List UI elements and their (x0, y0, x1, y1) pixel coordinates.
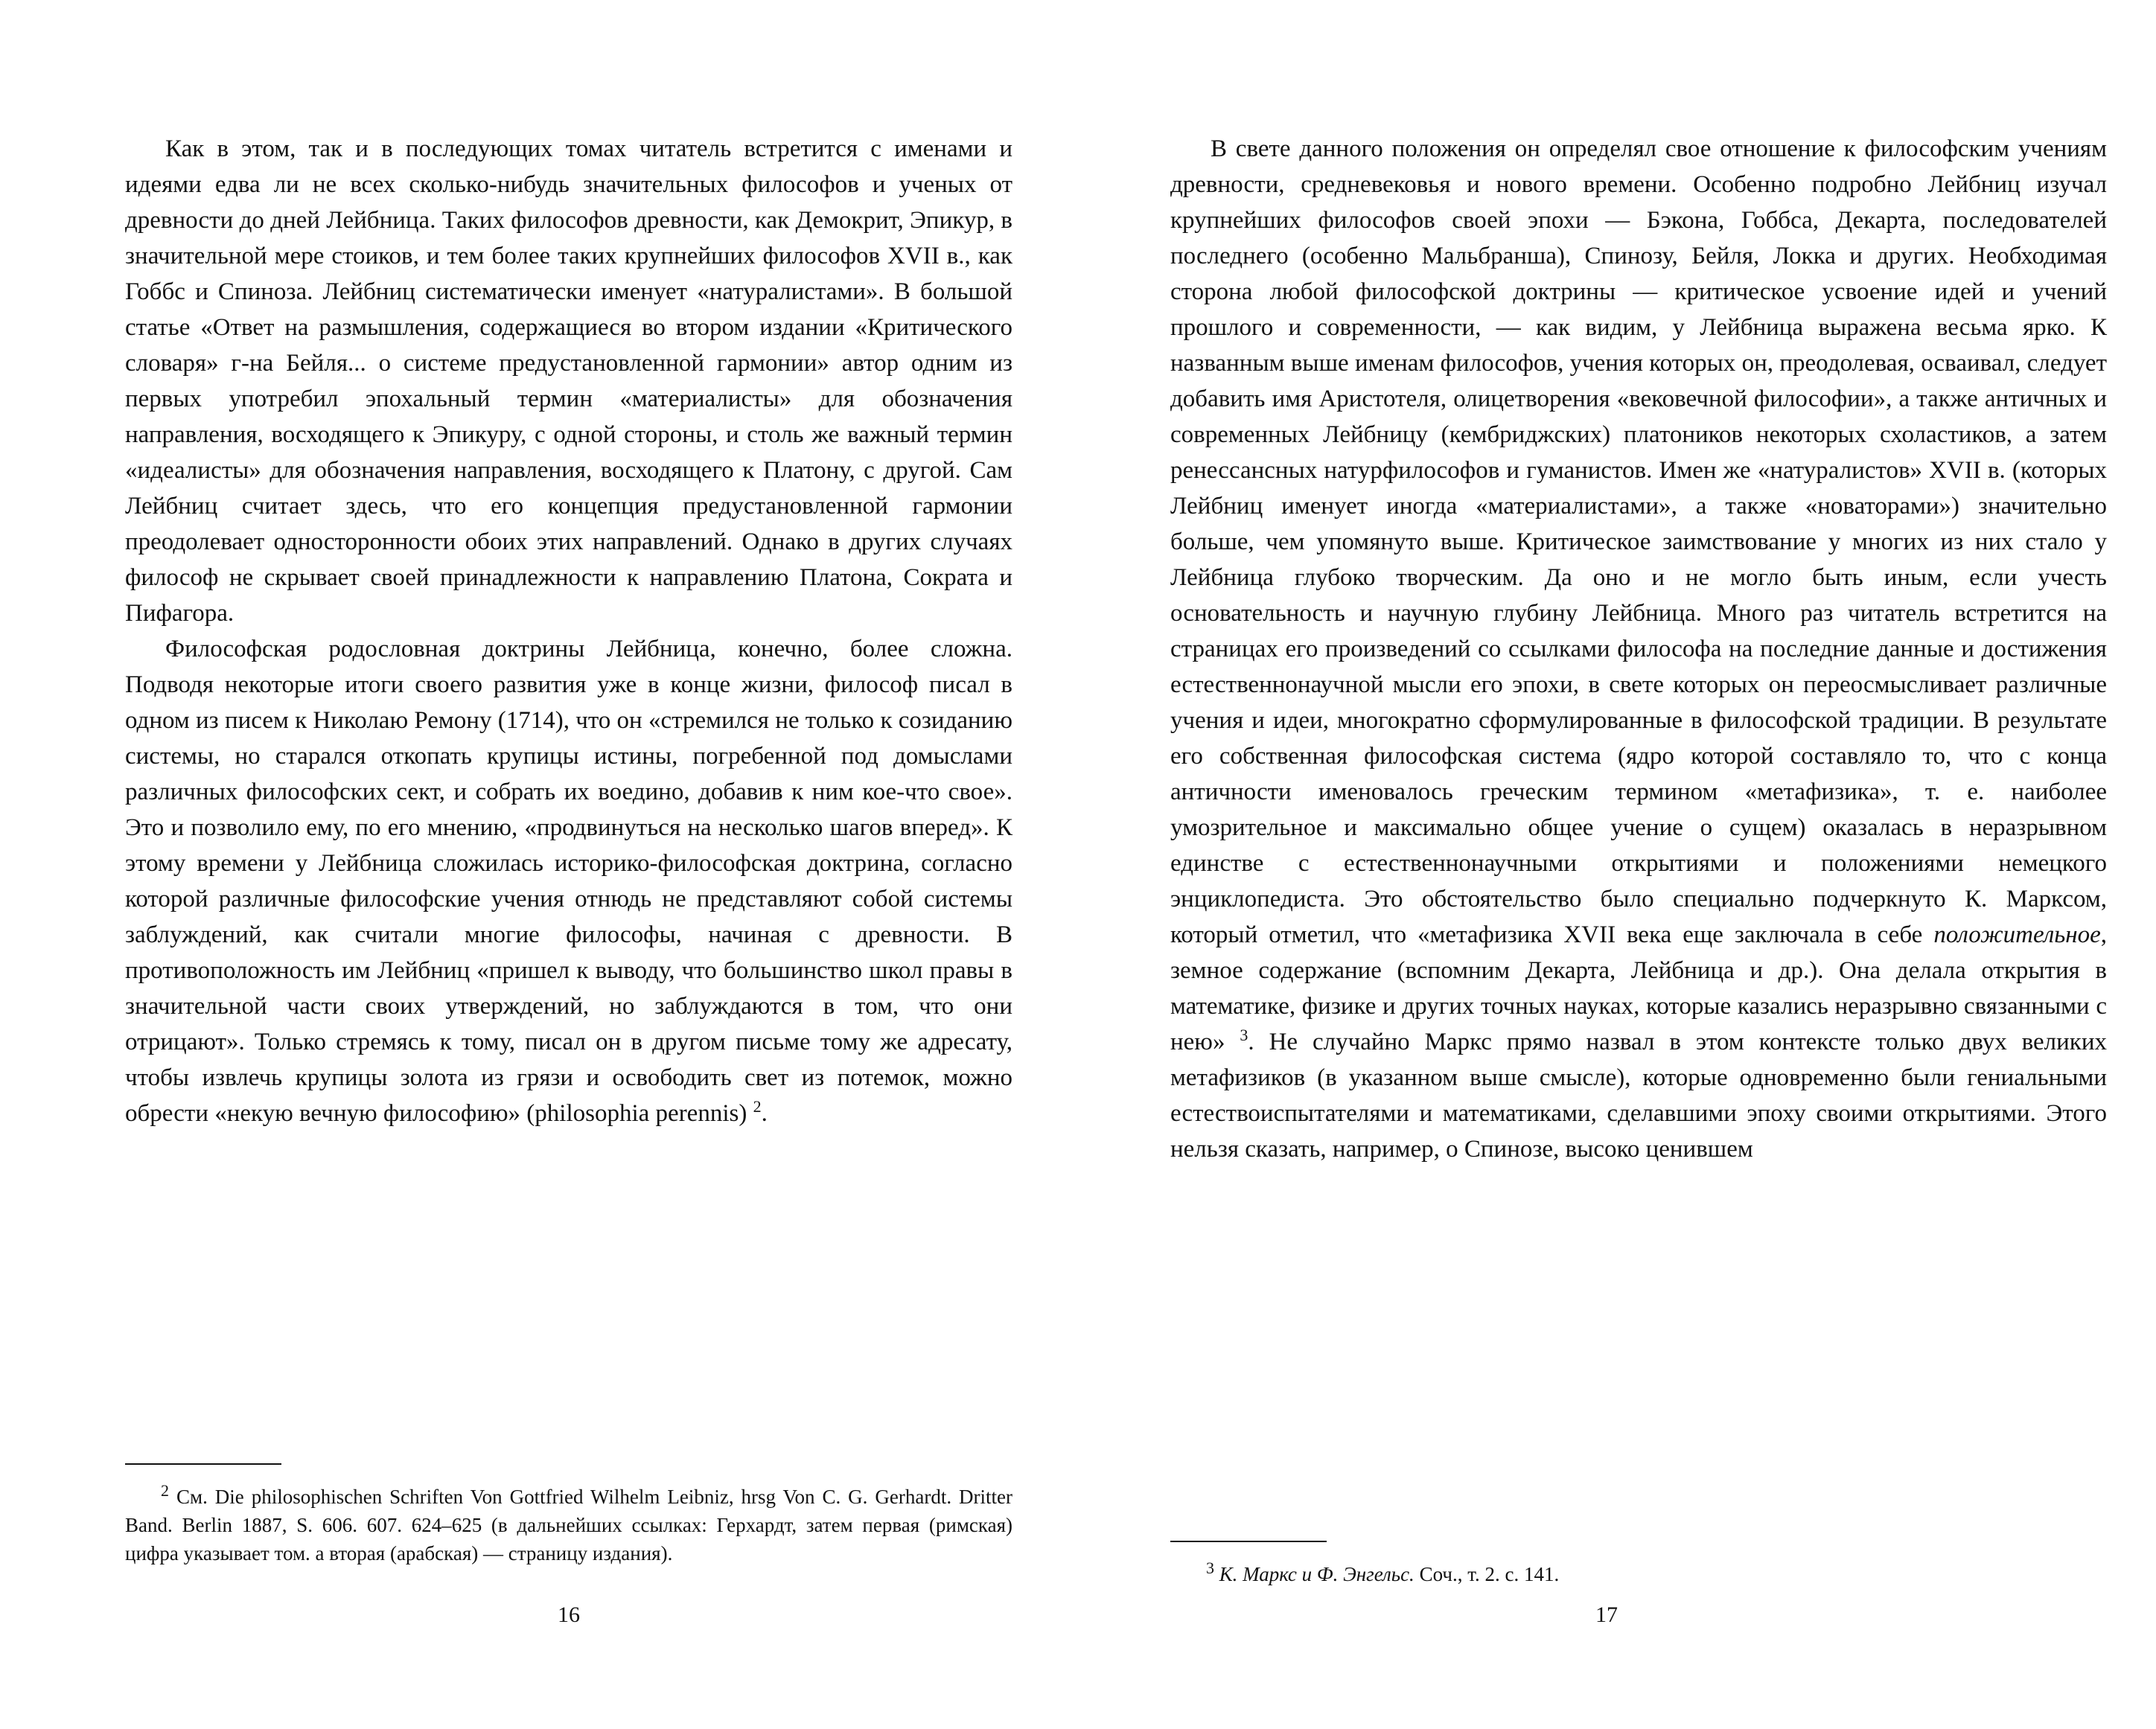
left-paragraph-2 (125, 631, 1012, 1131)
footnote-3-authors: К. Маркс и Ф. Энгельс. (1219, 1563, 1415, 1585)
right-footnote-divider (1170, 1541, 1327, 1542)
right-text-part-1: В свете данного положения он определял свое отношение к философским учениям древности, средневековья и нового времени. Особенно подробно Лейбниц изучал крупнейших философов своей эпохи — Бэкона, Гоббса, Декарта, последователей последнего (особенно Мальбранша), Спинозу, Бейля, Локка и других. Необходимая сторона любой философской доктрины — критическое усвоение идей и учений прошлого и современности, — как видим, у Лейбница выражена весьма ярко. К названным выше именам философов, учения которых он, преодолевая, осваивал, следует добавить имя Аристотеля, олицетворения «вековечной философии», а также античных и современных Лейбницу (кембриджских) платоников некоторых схоластиков, а затем ренессансных натурфилософов и гуманистов. Имен же «натуралистов» XVII в. (которых Лейбниц именует иногда «материалистами», а также «новаторами») значительно больше, чем упомянуто выше. Критическое заимствование у многих из них стало у Лейбница глубоко творческим. Да оно и не могло быть иным, если учесть основательность и научную глубину Лейбница. Много раз читатель встретится на страницах его произведений со ссылками философа на последние данные и достижения естественнонаучной мысли его эпохи, в свете которых он переосмысливает различные учения и идеи, многократно сформулированные в философской традиции. В результате его собственная философская система (ядро которой составляло то, что с конца античности именовалось греческим термином «метафизика», т. е. наиболее умозрительное и максимально общее учение о сущем) оказалась в неразрывном единстве с естественнонаучными открытиями и положениями немецкого энциклопедиста. Это обстоятельство было специально подчеркнуто К. Марксом, который отметил, что «метафизика XVII века еще заключала в себе (1170, 135, 2107, 948)
left-footnote-divider (125, 1463, 281, 1465)
left-page-body (125, 131, 1012, 1131)
right-page (1078, 0, 2156, 1729)
right-text-part-2: , земное содержание (вспомним Декарта, Лейбница и др.). Она делала открытия в математике, физике и других точных науках, которые казались неразрывно связанными с нею» (1170, 921, 2107, 1055)
page-number-left: 16 (558, 1602, 580, 1627)
page-number-right: 17 (1595, 1602, 1618, 1627)
footnote-3-marker: 3 (1206, 1559, 1214, 1577)
footnote-3-text: Соч., т. 2. с. 141. (1414, 1563, 1560, 1585)
footnote-2-marker: 2 (161, 1481, 169, 1500)
footnote-ref-2[interactable]: 2 (753, 1097, 762, 1116)
emphasized-word: положительное (1933, 921, 2101, 948)
footnote-2-text: См. Die philosophischen Schriften Von Gottfried Wilhelm Leibniz, hrsg Von C. G. Gerhardt. Dritter Band. Berlin 1887, S. 606. 607. 624–625 (в дальнейших ссылках: Герхардт, затем первая (римская) цифра указывает том. а вторая (арабская) — страницу издания). (125, 1486, 1013, 1565)
footnote-2 (125, 1483, 1012, 1567)
right-text-part-3: . Не случайно Маркс прямо назвал в этом контексте только двух великих метафизиков (в указанном выше смысле), которые одновременно были гениальными естествоиспытателями и математиками, сделавшими эпоху своими открытиями. Этого нельзя сказать, например, о Спинозе, высоко ценившем (1170, 1029, 2107, 1163)
left-paragraph-2-end: . (761, 1100, 768, 1127)
footnote-3 (1170, 1560, 2107, 1588)
left-paragraph-2-text: Философская родословная доктрины Лейбница, конечно, более сложна. Подводя некоторые итоги своего развития уже в конце жизни, философ писал в одном из писем к Николаю Ремону (1714), что он «стремился не только к созиданию системы, но старался откопать крупицы истины, погребенной под домыслами различных философских сект, и собрать их воедино, добавив к ним кое-что свое». Это и позволило ему, по его мнению, «продвинуться на несколько шагов вперед». К этому времени у Лейбница сложилась историко-философская доктрина, согласно которой различные философские учения отнюдь не представляют собой системы заблуждений, как считали многие философы, начиная с древности. В противоположность им Лейбниц «пришел к выводу, что большинство школ правы в значительной части своих утверждений, но заблуждаются в том, что они отрицают». Только стремясь к тому, писал он в другом письме тому же адресату, чтобы извлечь крупицы золота из грязи и освободить свет из потемок, можно обрести «некую вечную философию» (philosophia perennis) (125, 636, 1012, 1127)
footnote-ref-3[interactable]: 3 (1240, 1026, 1248, 1044)
right-page-body (1170, 131, 2107, 1167)
left-paragraph-1: Как в этом, так и в последующих томах читатель встретится с именами и идеями едва ли не всех сколько-нибудь значительных философов и ученых от древности до дней Лейбница. Таких философов древности, как Демокрит, Эпикур, в значительной мере стоиков, и тем более таких крупнейших философов XVII в., как Гоббс и Спиноза. Лейбниц систематически именует «натуралистами». В большой статье «Ответ на размышления, содержащиеся во втором издании «Критического словаря» г-на Бейля... о системе предустановленной гармонии» автор одним из первых употребил эпохальный термин «материалисты» для обозначения направления, восходящего к Эпикуру, с одной стороны, и столь же важный термин «идеалисты» для обозначения направления, восходящего к Платону, с другой. Сам Лейбниц считает здесь, что его концепция предустановленной гармонии преодолевает односторонности обоих этих направлений. Однако в других случаях философ не скрывает своей принадлежности к направлению Платона, Сократа и Пифагора. (125, 135, 1012, 627)
right-paragraph-1 (1170, 131, 2107, 1167)
